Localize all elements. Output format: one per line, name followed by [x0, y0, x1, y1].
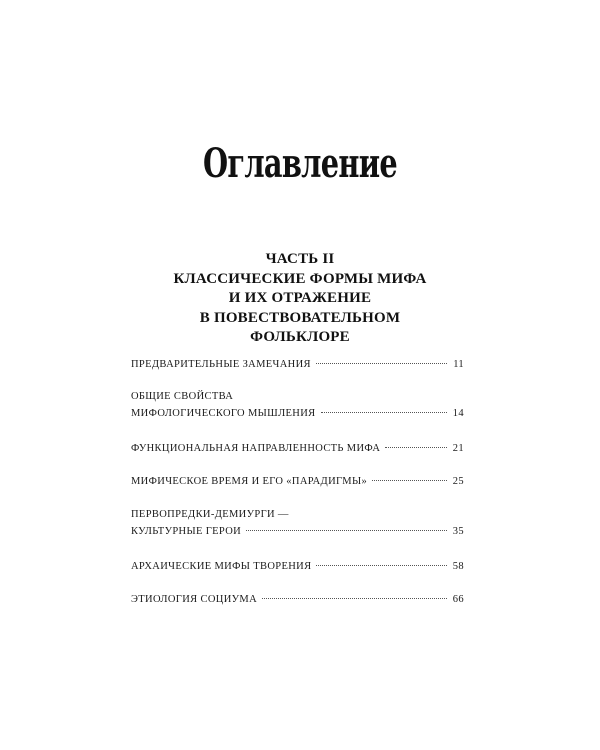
toc-entry[interactable] — [131, 476, 464, 493]
toc-page-number: 35 — [452, 526, 464, 537]
toc-page-number: 14 — [452, 408, 464, 419]
toc-entry[interactable] — [131, 443, 464, 460]
toc-page-number: 11 — [453, 359, 464, 370]
dot-leader — [262, 598, 447, 599]
dot-leader — [316, 363, 447, 364]
toc-page-number: 25 — [452, 476, 464, 487]
part-heading-line: И ИХ ОТРАЖЕНИЕ — [228, 290, 372, 306]
toc-entry-title: ПРЕДВАРИТЕЛЬНЫЕ ЗАМЕЧАНИЯ — [131, 359, 311, 370]
toc-page-number: 66 — [452, 594, 464, 605]
toc-entry[interactable] — [131, 391, 464, 425]
toc-entry-title: ФУНКЦИОНАЛЬНАЯ НАПРАВЛЕННОСТЬ МИФА — [131, 443, 381, 454]
toc-entry-title-line: ПЕРВОПРЕДКИ-ДЕМИУРГИ — — [131, 509, 289, 520]
toc-entry-title: КУЛЬТУРНЫЕ ГЕРОИ — [131, 526, 242, 537]
part-heading-line: В ПОВЕСТВОВАТЕЛЬНОМ — [199, 309, 401, 326]
toc-entry[interactable] — [131, 561, 464, 578]
toc-entry-title: МИФИЧЕСКОЕ ВРЕМЯ И ЕГО «ПАРАДИГМЫ» — [131, 476, 368, 487]
part-heading-line: ЧАСТЬ II — [265, 251, 335, 267]
toc-entry[interactable] — [131, 359, 464, 376]
part-heading-line: ФОЛЬКЛОРЕ — [250, 329, 350, 345]
toc-page-number: 58 — [452, 561, 464, 572]
toc-entry[interactable] — [131, 509, 464, 543]
toc-entry-title: МИФОЛОГИЧЕСКОГО МЫШЛЕНИЯ — [131, 408, 316, 419]
dot-leader — [385, 447, 446, 448]
page-title: Оглавление — [203, 140, 397, 187]
toc-entry-title: АРХАИЧЕСКИЕ МИФЫ ТВОРЕНИЯ — [131, 561, 312, 572]
toc-entry-title-line: ОБЩИЕ СВОЙСТВА — [131, 391, 234, 402]
dot-leader — [372, 480, 447, 481]
dot-leader — [316, 565, 446, 566]
dot-leader — [321, 412, 447, 413]
toc-entry-title: ЭТИОЛОГИЯ СОЦИУМА — [131, 594, 258, 605]
toc-entry[interactable] — [131, 594, 464, 611]
dot-leader — [246, 530, 447, 531]
toc-page-number: 21 — [452, 443, 464, 454]
part-heading-line: КЛАССИЧЕСКИЕ ФОРМЫ МИФА — [173, 270, 427, 287]
part-heading — [0, 250, 600, 348]
